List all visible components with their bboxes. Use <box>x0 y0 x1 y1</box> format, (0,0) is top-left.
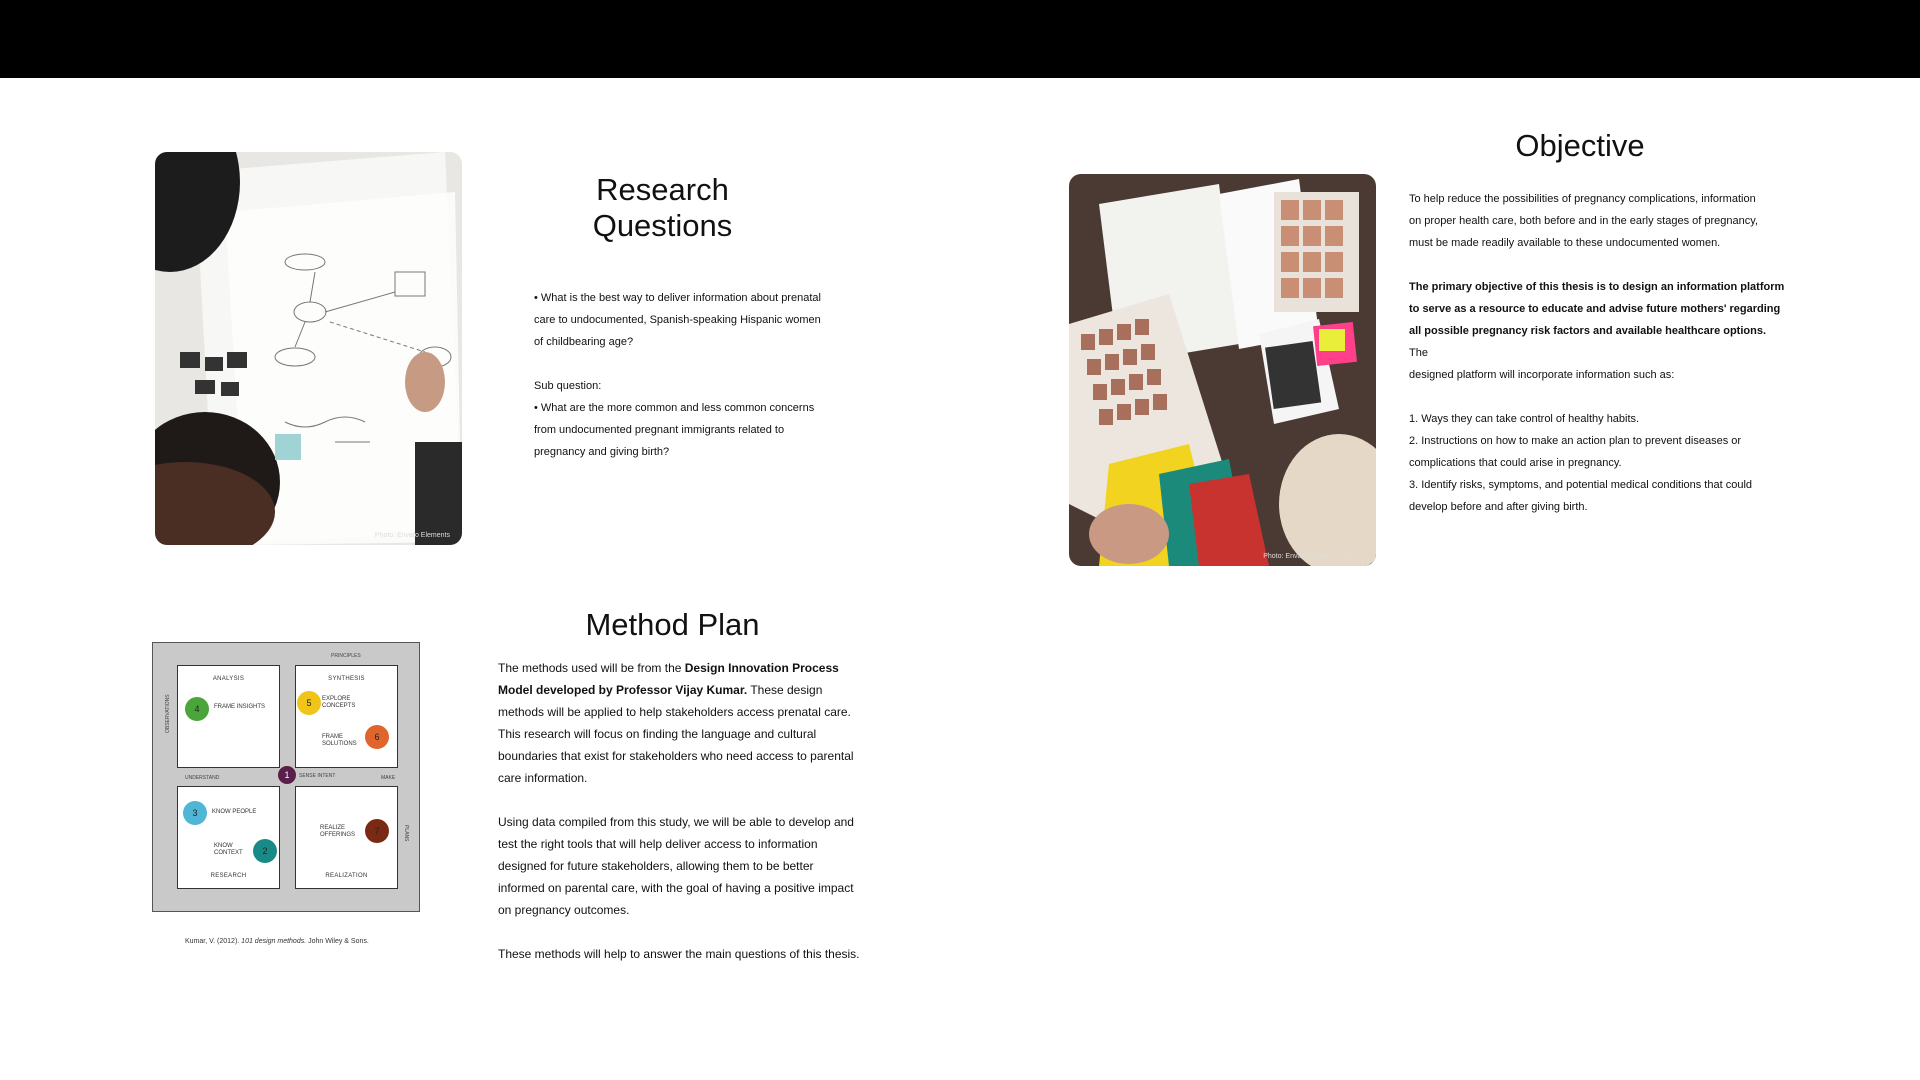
method-line: on pregnancy outcomes. <box>498 903 630 917</box>
quadrant-title: ANALYSIS <box>212 676 245 682</box>
text: 101 design methods. <box>241 938 307 945</box>
axis-label-principles: PRINCIPLES <box>331 653 361 659</box>
text: The methods used will be from the <box>498 661 685 675</box>
step-6-dot: 6 <box>365 725 389 749</box>
method-line: This research will focus on finding the language and cultural <box>498 727 817 741</box>
axis-label-sense-intent: SENSE INTENT <box>299 773 336 779</box>
objective-line: on proper health care, both before and in the early stages of pregnancy, <box>1409 215 1758 227</box>
step-label: KNOW PEOPLE <box>212 809 257 815</box>
objective-line: must be made readily available to these undocumented women. <box>1409 237 1721 249</box>
objective-photo <box>1069 174 1376 566</box>
text: John Wiley & Sons. <box>306 938 369 945</box>
method-line: boundaries that exist for stakeholders who need access to parental <box>498 749 854 763</box>
text: REALIZE <box>320 825 346 831</box>
method-line: test the right tools that will help deliver access to information <box>498 837 818 851</box>
axis-label-plans: PLANS <box>403 825 409 842</box>
photo-credit: Photo: Envato Elements <box>374 532 450 539</box>
research-photo <box>155 152 462 545</box>
question-1-line: care to undocumented, Spanish-speaking Hispanic women <box>534 314 821 326</box>
step-label: FRAME INSIGHTS <box>214 704 266 710</box>
photo-credit: Photo: Envato Elements: Autor x <box>1263 553 1364 560</box>
text: The <box>1409 347 1428 359</box>
step-label <box>214 843 243 857</box>
bold-text: all possible pregnancy risk factors and available healthcare options. <box>1409 325 1767 337</box>
sub-question-label: Sub question: <box>534 380 602 392</box>
objective-line: To help reduce the possibilities of pregnancy complications, information <box>1409 193 1756 205</box>
objective-item: 2. Instructions on how to make an action plan to prevent diseases or <box>1409 435 1742 447</box>
text: OFFERINGS <box>320 832 356 838</box>
quadrant-title: SYNTHESIS <box>328 676 365 682</box>
quadrant-title: REALIZATION <box>325 873 368 879</box>
text: CONCEPTS <box>322 703 356 709</box>
step-1-dot: 1 <box>278 766 296 784</box>
step-label <box>322 734 357 748</box>
objective-title: Objective <box>1515 128 1645 163</box>
bold-text: to serve as a resource to educate and advise future mothers' regarding <box>1409 303 1781 315</box>
text: EXPLORE <box>322 696 351 702</box>
method-line: designed for future stakeholders, allowing them to be better <box>498 859 814 873</box>
axis-label-observations: OBSERVATIONS <box>165 694 171 733</box>
objective-line <box>1409 298 1789 320</box>
step-5-dot: 5 <box>297 691 321 715</box>
method-line <box>498 679 888 701</box>
bold-text: The primary objective of this thesis is to design an information platform <box>1409 281 1785 293</box>
axis-label-make: MAKE <box>381 775 396 781</box>
step-4-dot: 4 <box>185 697 209 721</box>
objective-item: complications that could arise in pregnancy. <box>1409 457 1622 469</box>
method-plan-title: Method Plan <box>585 607 760 642</box>
title-line: Research <box>596 172 729 207</box>
method-line: care information. <box>498 771 588 785</box>
quadrant-synthesis <box>295 665 398 768</box>
design-innovation-diagram <box>152 642 420 912</box>
text: KNOW <box>214 843 233 849</box>
question-1-line: of childbearing age? <box>534 336 634 348</box>
bold-text: Model developed by Professor Vijay Kumar. <box>498 683 748 697</box>
method-line: informed on parental care, with the goal of having a positive impact <box>498 881 854 895</box>
question-2-line: pregnancy and giving birth? <box>534 446 670 458</box>
method-line <box>498 657 888 679</box>
method-line: methods will be applied to help stakeholders access prenatal care. <box>498 705 851 719</box>
objective-text <box>1409 188 1789 518</box>
bold-text: Design Innovation Process <box>684 661 839 675</box>
step-7-dot: 7 <box>365 819 389 843</box>
question-1-line: • What is the best way to deliver information about prenatal <box>534 292 821 304</box>
question-2-line: from undocumented pregnant immigrants related to <box>534 424 785 436</box>
step-3-dot: 3 <box>183 801 207 825</box>
objective-line: designed platform will incorporate information such as: <box>1409 369 1675 381</box>
step-2-dot: 2 <box>253 839 277 863</box>
top-black-bar <box>0 0 1920 78</box>
title-line: Questions <box>592 208 733 243</box>
step-label <box>322 696 355 710</box>
research-questions-title <box>560 172 765 244</box>
axis-label-understand: UNDERSTAND <box>185 775 220 781</box>
objective-item: 3. Identify risks, symptoms, and potential medical conditions that could <box>1409 479 1753 491</box>
objective-item: develop before and after giving birth. <box>1409 501 1588 513</box>
text: FRAME <box>322 734 343 740</box>
question-2-line: • What are the more common and less common concerns <box>534 402 815 414</box>
method-plan-text <box>498 657 888 965</box>
text: SOLUTIONS <box>322 741 357 747</box>
diagram-citation <box>185 938 369 945</box>
method-line: These methods will help to answer the main questions of this thesis. <box>498 947 860 961</box>
quadrant-title: RESEARCH <box>210 873 247 879</box>
step-label <box>320 825 355 839</box>
text: Kumar, V. (2012). <box>185 938 242 945</box>
text: CONTEXT <box>214 850 243 856</box>
research-questions-text <box>534 287 864 463</box>
method-line: Using data compiled from this study, we will be able to develop and <box>498 815 854 829</box>
text: These design <box>747 683 823 697</box>
objective-item: 1. Ways they can take control of healthy habits. <box>1409 413 1640 425</box>
objective-line <box>1409 320 1789 364</box>
objective-line <box>1409 276 1789 298</box>
